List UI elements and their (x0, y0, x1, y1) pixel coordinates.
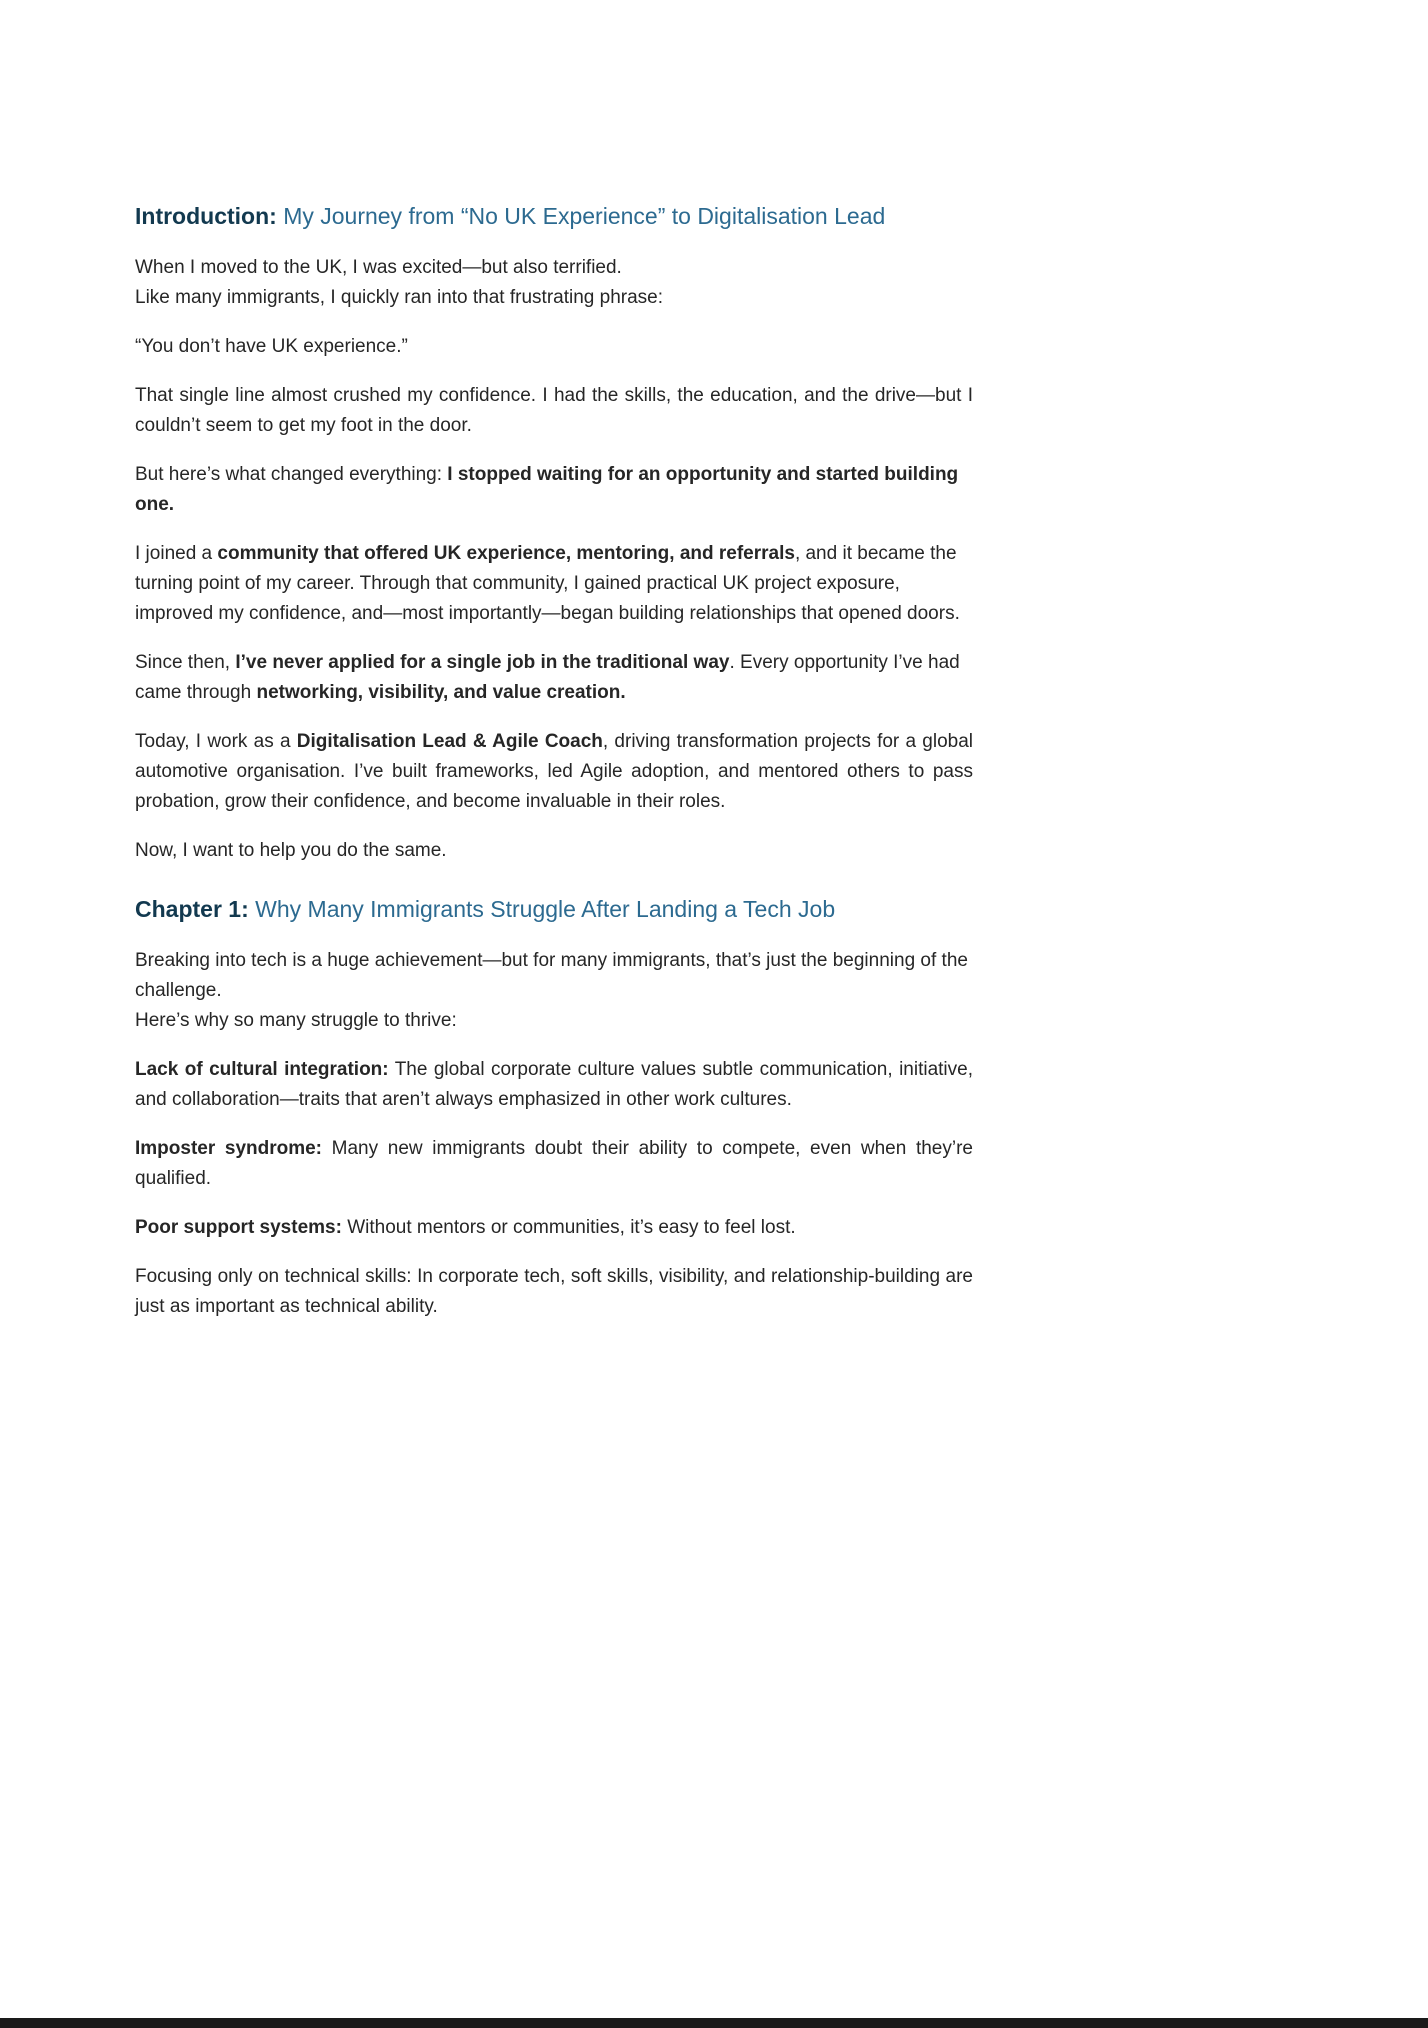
paragraph (135, 946, 973, 1036)
paragraph (135, 1134, 973, 1194)
text-run: Digitalisation Lead & Agile Coach (296, 731, 603, 752)
section-heading (135, 893, 973, 925)
text-run: My Journey from “No UK Experience” to Digitalisation Lead (283, 203, 886, 229)
text-run: Introduction: (135, 203, 284, 229)
document-content (135, 200, 973, 1341)
text-run: Chapter 1: (135, 896, 256, 922)
text-run: Many new immigrants doubt their ability to compete, even when they’re qualified. (135, 1138, 973, 1189)
section-heading (135, 200, 973, 232)
text-run: , and it became the turning point of my career. Through that community, I gained practical UK project exposure, improved my confidence, and—most importantly—began building relationships that opened doors. (135, 543, 960, 624)
text-run: “You don’t have UK experience.” (135, 336, 408, 357)
paragraph (135, 381, 973, 441)
page-bottom-bar (0, 2018, 1428, 2028)
text-run: That single line almost crushed my confidence. I had the skills, the education, and the drive—but I couldn’t seem to get my foot in the door. (135, 385, 973, 436)
text-run: Lack of cultural integration: (135, 1059, 389, 1080)
text-run: But here’s what changed everything: (135, 464, 448, 485)
text-run: Why Many Immigrants Struggle After Landing a Tech Job (255, 896, 836, 922)
paragraph (135, 1213, 973, 1243)
paragraph (135, 539, 973, 629)
text-run: I stopped waiting for an opportunity and started building one. (135, 464, 959, 515)
text-run: Imposter syndrome: (135, 1138, 323, 1159)
text-run: Without mentors or communities, it’s easy to feel lost. (341, 1217, 796, 1238)
paragraph (135, 332, 973, 362)
text-run: Today, I work as a (135, 731, 297, 752)
paragraph (135, 460, 973, 520)
text-run: Poor support systems: (135, 1217, 342, 1238)
text-run: I’ve never applied for a single job in the traditional way (235, 652, 730, 673)
paragraph (135, 1262, 973, 1322)
paragraph (135, 253, 973, 313)
text-run: Breaking into tech is a huge achievement—but for many immigrants, that’s just the beginning of the challenge. Here’s why so many struggle to thrive: (135, 950, 968, 1031)
paragraph (135, 727, 973, 817)
paragraph (135, 648, 973, 708)
paragraph (135, 836, 973, 866)
paragraph (135, 1055, 973, 1115)
text-run: When I moved to the UK, I was excited—but also terrified. Like many immigrants, I quickly ran into that frustrating phrase: (135, 257, 664, 308)
text-run: community that offered UK experience, mentoring, and referrals (217, 543, 795, 564)
text-run: Now, I want to help you do the same. (135, 840, 447, 861)
text-run: Since then, (135, 652, 236, 673)
text-run: I joined a (135, 543, 218, 564)
text-run: The global corporate culture values subtle communication, initiative, and collaboration—traits that aren’t always emphasized in other work cultures. (135, 1059, 973, 1110)
text-run: Focusing only on technical skills: In corporate tech, soft skills, visibility, and relationship-building are just as important as technical ability. (135, 1266, 973, 1317)
text-run: . Every opportunity I’ve had came through (135, 652, 960, 703)
text-run: , driving transformation projects for a global automotive organisation. I’ve built frameworks, led Agile adoption, and mentored others to pass probation, grow their confidence, and become invaluable in their roles. (135, 731, 973, 812)
text-run: networking, visibility, and value creation. (256, 682, 626, 703)
